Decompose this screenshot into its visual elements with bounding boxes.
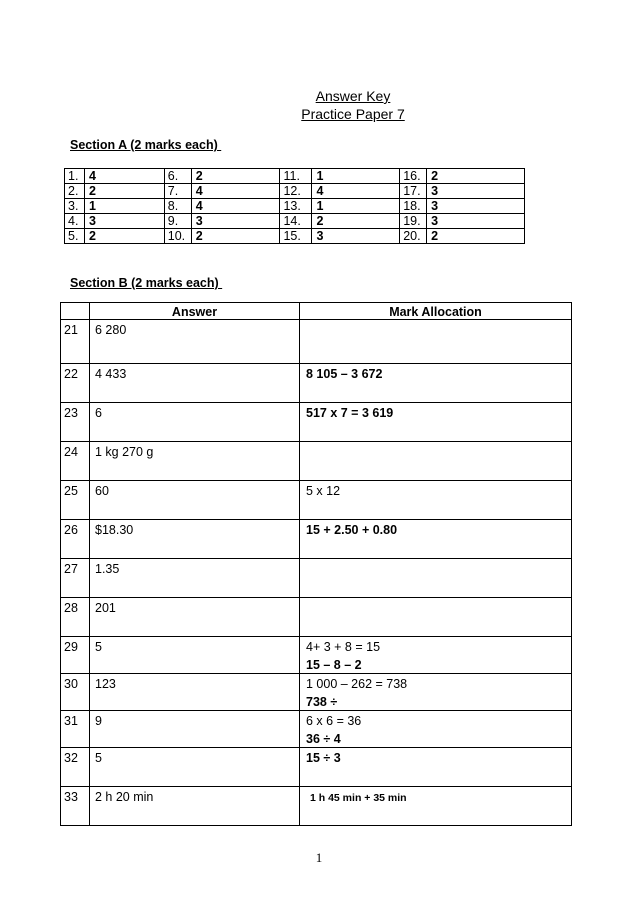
question-number: 1. <box>65 169 85 184</box>
question-number: 16. <box>400 169 427 184</box>
table-row <box>61 320 572 364</box>
mark-allocation-cell <box>300 748 572 787</box>
question-number: 11. <box>280 169 312 184</box>
mark-allocation-cell <box>300 598 572 637</box>
question-number: 26 <box>61 520 90 559</box>
mark-allocation-cell <box>300 520 572 559</box>
page-title: Answer Key <box>315 88 391 104</box>
question-number: 4. <box>65 214 85 229</box>
mark-allocation-cell <box>300 403 572 442</box>
working-line-2: 738 ÷ <box>306 695 338 709</box>
question-number: 20. <box>400 229 427 244</box>
section-b-heading: Section B (2 marks each) <box>70 276 223 290</box>
answer-value: 1 <box>84 199 164 214</box>
answer-value: 2 <box>84 229 164 244</box>
table-row <box>61 598 572 637</box>
answer-value: 2 <box>427 229 525 244</box>
question-number: 5. <box>65 229 85 244</box>
header-answer-cell: Answer <box>90 303 300 320</box>
section-a-row <box>65 184 525 199</box>
question-number: 15. <box>280 229 312 244</box>
table-row <box>61 787 572 826</box>
table-row <box>61 559 572 598</box>
question-number: 6. <box>164 169 191 184</box>
answer-cell: 5 <box>90 637 300 674</box>
question-number: 24 <box>61 442 90 481</box>
question-number: 31 <box>61 711 90 748</box>
mark-allocation-cell <box>300 320 572 364</box>
question-number: 18. <box>400 199 427 214</box>
table-row <box>61 520 572 559</box>
header-number-cell <box>61 303 90 320</box>
question-number: 13. <box>280 199 312 214</box>
question-number: 21 <box>61 320 90 364</box>
section-b-answer-table <box>60 302 572 826</box>
question-number: 10. <box>164 229 191 244</box>
working-line-1: 517 x 7 = 3 619 <box>306 406 394 420</box>
answer-value: 4 <box>191 184 280 199</box>
table-row <box>61 748 572 787</box>
question-number: 17. <box>400 184 427 199</box>
question-number: 28 <box>61 598 90 637</box>
table-row <box>61 674 572 711</box>
answer-cell: 1 kg 270 g <box>90 442 300 481</box>
working-line-1: 1 h 45 min + 35 min <box>310 792 407 804</box>
question-number: 7. <box>164 184 191 199</box>
table-row <box>61 637 572 674</box>
answer-value: 3 <box>312 229 400 244</box>
table-row <box>61 481 572 520</box>
working-line-1: 1 000 – 262 = 738 <box>306 677 408 691</box>
answer-value: 2 <box>191 229 280 244</box>
header-marks-cell: Mark Allocation <box>300 303 572 320</box>
mark-allocation-cell <box>300 559 572 598</box>
answer-value: 2 <box>84 184 164 199</box>
mark-allocation-cell <box>300 674 572 711</box>
question-number: 19. <box>400 214 427 229</box>
answer-cell: 9 <box>90 711 300 748</box>
answer-value: 4 <box>312 184 400 199</box>
answer-cell: 60 <box>90 481 300 520</box>
table-row <box>61 442 572 481</box>
question-number: 14. <box>280 214 312 229</box>
question-number: 8. <box>164 199 191 214</box>
working-line-1: 15 ÷ 3 <box>306 751 341 765</box>
question-number: 3. <box>65 199 85 214</box>
section-a-answer-table <box>64 168 525 244</box>
working-line-1: 6 x 6 = 36 <box>306 714 362 728</box>
section-a-row <box>65 214 525 229</box>
question-number: 22 <box>61 364 90 403</box>
working-line-1: 4+ 3 + 8 = 15 <box>306 640 381 654</box>
answer-cell: 5 <box>90 748 300 787</box>
mark-allocation-cell <box>300 481 572 520</box>
page-number: 1 <box>315 850 323 865</box>
answer-cell: 6 280 <box>90 320 300 364</box>
question-number: 2. <box>65 184 85 199</box>
question-number: 30 <box>61 674 90 711</box>
answer-value: 3 <box>191 214 280 229</box>
mark-allocation-cell <box>300 364 572 403</box>
answer-cell: $18.30 <box>90 520 300 559</box>
question-number: 27 <box>61 559 90 598</box>
answer-cell: 2 h 20 min <box>90 787 300 826</box>
answer-value: 2 <box>312 214 400 229</box>
answer-value: 3 <box>427 199 525 214</box>
question-number: 29 <box>61 637 90 674</box>
answer-value: 4 <box>84 169 164 184</box>
answer-value: 1 <box>312 169 400 184</box>
mark-allocation-cell <box>300 787 572 826</box>
mark-allocation-cell <box>300 637 572 674</box>
answer-value: 2 <box>191 169 280 184</box>
question-number: 25 <box>61 481 90 520</box>
table-row <box>61 711 572 748</box>
working-line-2: 36 ÷ 4 <box>306 732 341 746</box>
mark-allocation-cell <box>300 711 572 748</box>
working-line-2: 15 – 8 – 2 <box>306 658 362 672</box>
answer-cell: 123 <box>90 674 300 711</box>
answer-cell: 6 <box>90 403 300 442</box>
answer-cell: 201 <box>90 598 300 637</box>
question-number: 33 <box>61 787 90 826</box>
page-subtitle: Practice Paper 7 <box>301 106 405 122</box>
section-a-row <box>65 229 525 244</box>
mark-allocation-cell <box>300 442 572 481</box>
working-line-1: 5 x 12 <box>306 484 341 498</box>
answer-value: 2 <box>427 169 525 184</box>
answer-value: 1 <box>312 199 400 214</box>
answer-cell: 1.35 <box>90 559 300 598</box>
table-row <box>61 364 572 403</box>
section-a-row <box>65 199 525 214</box>
answer-cell: 4 433 <box>90 364 300 403</box>
question-number: 12. <box>280 184 312 199</box>
answer-value: 3 <box>84 214 164 229</box>
question-number: 32 <box>61 748 90 787</box>
question-number: 23 <box>61 403 90 442</box>
answer-value: 4 <box>191 199 280 214</box>
section-a-row <box>65 169 525 184</box>
answer-value: 3 <box>427 184 525 199</box>
table-header-row <box>61 303 572 320</box>
question-number: 9. <box>164 214 191 229</box>
answer-value: 3 <box>427 214 525 229</box>
working-line-1: 15 + 2.50 + 0.80 <box>306 523 398 537</box>
working-line-1: 8 105 – 3 672 <box>306 367 383 381</box>
section-a-heading: Section A (2 marks each) <box>70 138 222 152</box>
table-row <box>61 403 572 442</box>
